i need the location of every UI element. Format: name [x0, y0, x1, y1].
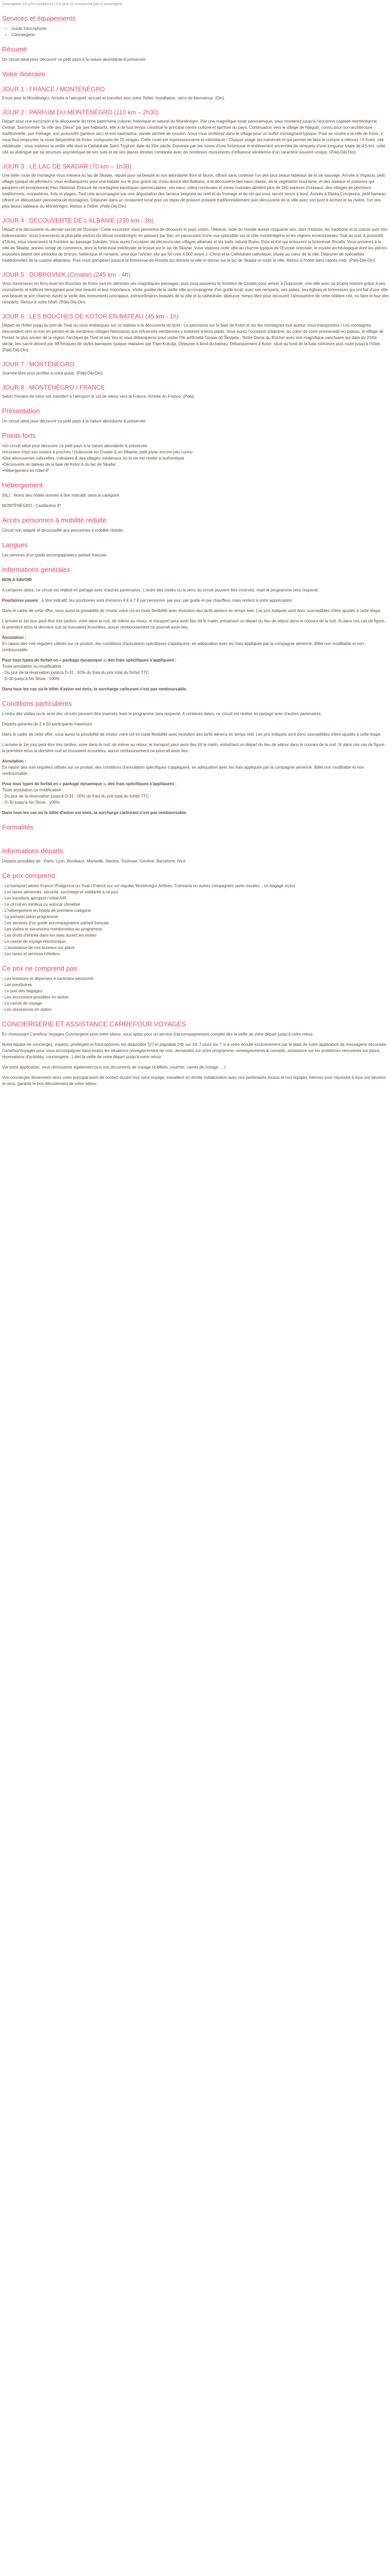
- conciergerie-title: CONCIERGERIE ET ASSISTANCE CARREFOUR VOYAGES: [2, 1020, 186, 1028]
- conciergerie-paragraph: Vos concierges deviennent alors votre principal point de contact durant tout votre voyage, travaillent en étroite collaboration avec nos partenaires locaux et nos équipes internes pour répondre à tous vos besoins et ainsi, garantir le bon déroulement de votre séjour.: [2, 1075, 386, 1086]
- infos-generales-line: - Du jour de la réservation jusqu'à D-31 : 50% du frais du prix total du forfait TTC: [2, 670, 149, 675]
- conditions-paragraph: [2, 810, 389, 816]
- day-title: JOUR 7 : MONTÉNÉGRO: [2, 361, 75, 368]
- surcharge-note: Dans tous les cas où le billet d'avion est émis, la surcharge carburant n'est pas remboursable.: [2, 810, 187, 815]
- infos-generales-paragraph: En raison des vols réguliers utilisés sur ce produit, des conditions d'annulation spécifiques s'appliquent, en adéquation avec les frais appliqués par la compagnie aérienne. Billet non modifiable et non remboursable.: [2, 641, 364, 652]
- presentation-text: Un circuit idéal pour découvrir ce petit pays à la nature abondante & préservée: [2, 419, 146, 423]
- acces-text: Circuit non adapté et déconseillé aux personnes à mobilité réduite.: [2, 528, 124, 533]
- points-forts-item: • Incursion chez ses voisins à proches ! Dubrovnik en Croatie & en Albanie, petit joyau encore peu connu: [2, 449, 389, 455]
- prix-ne-comprend-item: - Le port des bagages: [2, 989, 42, 993]
- prix-ne-comprend-list: [2, 976, 389, 1013]
- conditions-paragraph: L'ordre des visites ou le sens des circuits peuvent être inversés mais le programme sera respecté. A certaines dates, ce circuit est réalisé en partage avec d'autres partenaires.: [2, 711, 322, 716]
- conciergerie-paragraph: Via notre application, vous retrouverez également tous vos documents de voyage (e-billets, voucher, carnet de voyage, ...): [2, 1065, 225, 1070]
- infos-generales-paragraph: [2, 657, 389, 664]
- prix-comprend-item: - Le carnet de voyage électronique: [2, 939, 66, 944]
- infos-generales-paragraph: [2, 686, 389, 692]
- prix-ne-comprend-item: - Les pourboires: [2, 982, 32, 987]
- day-text: Journée libre pour profiter à votre guise. (Pdéj-Déj-Din).: [2, 371, 104, 376]
- points-forts-title: Points forts: [2, 432, 36, 439]
- breadcrumb: Description Ce prix comprend / Ce prix ne comprend pas Conciergerie: [2, 2, 123, 6]
- infos-generales-paragraph: L'arrivée le 1er jour peut être très tardive, voire dans la nuit, de même au retour, le transport peut avoir lieu tôt le matin, entraînant un départ du lieu de séjour dans le courant de la nuit. Si dans ces cas de figure, la première et/ou la dernière nuit se trouvaient écourtées, aucun remboursement ne pourrait avoir lieu.: [2, 619, 386, 630]
- hebergement-line: (NL) : Noms des hôtels donnés à titre indicatif, dans la catégorie: [2, 493, 120, 498]
- conditions-paragraph: Départs garantis de 2 à 50 participants maximum.: [2, 722, 93, 726]
- prix-comprend-item: - L'assistance de nos bureaux sur place: [2, 945, 75, 950]
- points-forts-item: • Hébergement en hôtel 4*: [2, 468, 389, 474]
- day-text: Départ pour une excursion à la découverte du riche patrimoine culturel, historique et naturel du Monténégro. Par une magnifique route panoramique, vous monterez jusqu'à l'ancienne capitale monténégrine, Cetinje. Surnommée "la ville des Dieux" par ses habitants, elle a de tout temps constitué le principal centre culturel et spirituel du pays. Continuation vers le village de Njeguši, connu pour son architecture traditionnelle, son fromage, son prosciutto (jambon sec) et son kastradina, viande séchée de mouton. Vous vous arrêterez dans le village pour un buffet montagnard typique. Pour se rendre à la ville de Kotor, il nous faut emprunter la route Serpentine de Kotor, composée de 25 virages. Cette route est impressionnante et intimidante ! Chaque virage est numéroté et qui permet de faire le compte à rebours ! A Kotor, cité médiévale ; vous visiterez la vieille ville dont la Cathédrale Saint-Tryphon date du XIIe siècle. Dominée par les ruines d'une forteresse et entièrement encerclée de remparts d'une longueur totale de 4,5 km, cette cité se distingue par sa structure asymétrique de ses rues et de ses places étroites combinée avec de nombreux monuments d'influence vénitienne d'un caractère souvent unique. (Pdéj-Déj-Din).: [2, 119, 386, 155]
- services-item: • Conciergerie: [11, 32, 389, 38]
- prix-ne-comprend-title: Ce prix ne comprend pas: [2, 964, 77, 972]
- conditions-paragraph: L'arrivée le 1er jour peut être très tardive, voire dans la nuit, de même au retour, le transport peut avoir lieu tôt le matin, entraînant un départ du lieu de séjour dans le courant de la nuit. Si dans ces cas de figure, la première et/ou la dernière nuit se trouvaient écourtées, aucun remboursement ne pourrait avoir lieu.: [2, 742, 386, 753]
- day-text: Vous traverserez en ferry-boat les Bouches de Kotor tout en admirant ses magnifiques paysages, puis vous passerez la frontière de Croatie pour arriver à Dubrovnik, une ville avec sa propre histoire grâce à ses monuments et édifices témoignant pour leur beauté et leur importance. Visite guidée de la vieille ville accompagnée d'un guide local, avec ses remparts, ses palais, ses églises et forteresses qui ont fait d'une ville une beauté et son charme. Après la visite des monuments principaux, extraordinaires beautés de la ville et la cathédrale, déjeuner, temps libre pour découvrir l'atmosphère de cette célèbre cité, ou faire le tour des remparts. Retour à votre hôtel. (Pdéj-Déj-Din).: [2, 281, 389, 304]
- services-title: Services et équipements: [2, 14, 76, 22]
- acces-title: Accès personnes à mobilité réduite: [2, 516, 107, 524]
- bon-a-savoir-label: BON A SAVOIR: [2, 578, 32, 582]
- surcharge-note: Dans tous les cas où le billet d'avion est émis, la surcharge carburant n'est pas remboursable.: [2, 687, 187, 691]
- prix-comprend-item: - Les services d'un guide accompagnateur parlant français: [2, 921, 109, 925]
- infos-generales-paragraph: [2, 598, 389, 604]
- services-list: [2, 26, 389, 38]
- conditions-title: Conditions particulières: [2, 700, 72, 707]
- prix-comprend-item: - Les taxes et services hôteliers.: [2, 952, 61, 956]
- day-title: JOUR 4 : DÉCOUVERTE DE L'ALBANIE (230 km - 3h): [2, 217, 154, 224]
- day-title: JOUR 5 : DUBROVNIK (Croatie) (245 km - 4h): [2, 271, 131, 278]
- spacer: [2, 835, 389, 840]
- conditions-paragraph: [2, 758, 389, 765]
- day-title: JOUR 1 : FRANCE / MONTÉNÉGRO: [2, 86, 105, 93]
- conditions-paragraph: [2, 781, 389, 787]
- package-label: Pour tous types de forfait en « package dynamique », des frais spécifiques s'appliquent :: [2, 782, 176, 786]
- conciergerie-paragraph: Notre équipe de concierges, experts, privilégiés et francophones est disponible 7j/7 et joignable 24h sur 24, 7 jours sur 7 si à votre écoute exclusivement par le biais de notre application de messagerie sécurisée, CarrefourVoyages pour vous accompagner dans toutes les situations (enregistrement de vols, demandes sur votre programme, renseignements & conseils, assistance sur les problèmes rencontrés sur place, réservations d'activités, conciergerie...) dès la veille de votre départ jusqu'à votre retour.: [2, 1042, 387, 1059]
- prix-ne-comprend-item: - Les excursions possibles en option: [2, 995, 69, 999]
- infos-generales-title: Informations générales: [2, 566, 71, 573]
- points-forts-list: [2, 443, 389, 474]
- resume-title: Résumé: [2, 45, 27, 53]
- day-title: JOUR 6 : LES BOUCHES DE KOTOR EN BATEAU (45 km - 1h): [2, 313, 179, 320]
- prix-comprend-list: [2, 883, 389, 957]
- prix-comprend-title: Ce prix comprend: [2, 872, 55, 879]
- prix-comprend-item: - Les taxes aériennes, sécurité, surcharge et solidarité à ce jour: [2, 890, 119, 894]
- prix-comprend-item: - L'hébergement en hôtels de première catégorie: [2, 908, 91, 913]
- infos-generales-paragraph: Dans le cadre de cette offre, vous aurez la possibilité de choisir votre vol en toute flexibilité avec évolution des tarifs aériens en temps réel. Les prix indiqués sont donc susceptibles d'être ajustés à cette étape.: [2, 608, 382, 613]
- day-text: Envol pour le Monténégro. Arrivée à l'aéroport, accueil et transfert vers votre l'hôtel. Installation, verre de bienvenue. (Din).: [2, 96, 225, 100]
- points-forts-item: • Découverte en bateau de la baie de Kotor & du lac de Skadar: [2, 462, 389, 468]
- day-text: Départ à la découverte du dernier secret de l'Europe ! Cette excursion vous permettra de découvrir le pays voisin, l'Albanie, isolé du monde durant cinquante ans, dont l'histoire, les traditions et la culture sont très intéressantes. Vous traverserez la plus jolie portion du littoral monténégrin en passant par Bar, en parcourant d'une vue splendide sur la côte monténégrine et les régions environnantes. Sud au sud, à proximité d'Ulcinj, vous traverserez la frontière au passage Sukobin. Vous aurez l'occasion de découvrir des villages albanais et les traits naturel Bojna, Drini et Kiri qui entourent la forteresse Rozafa. Vous arriverez à la ville de Skadar, ancien centre de commerce, dont la forteresse médiévale se trouve sur le lac de Skadar. Vous visiterez cette ville au charme typique de l'Europe orientale, le musée archéologique dont les pièces exposées datent des périodes de bronze, hellénique et romaine, ainsi que l'ancien site qui fut créé 4 000 avant J.-Christ et la Cathédrale catholique, située au cœur de la ville. Déjeuner de spécialités traditionnelles de la cuisine albanaise. Puis vous grimperez jusqu'à la forteresse de Rozafa qui domine la ville et donne sur le lac de Skadar et toute la ville. Retour à l'hôtel dans l'après-midi. (Pdéj-Déj-Din).: [2, 227, 388, 263]
- prix-comprend-item: - Le transport aérien France /Podgorica ou Tivat / France sur vol régulier Monténégro Airlines, Transavia ou autres compagnies (avec escale), , un bagage inclus: [2, 884, 296, 888]
- page: [0, 0, 391, 1096]
- day-text: Une belle route de montagne vous mènera au lac de Skadar, réputé pour sa beauté et son abondante flore et faune, offrant sans conteste l'un des plus beaux tableaux de la vie sauvage. Arrivée à Virpazar, petit village typique de pêcheurs, vous embarquerez pour une balade sur le plus grand lac d'eau douce des Balkans, à la découverte des eaux claires, de la végétation luxuriante, et des oiseaux et poissons qui peuplent cet exceptionnel Parc National. Entouré de montagnes karstiques spectaculaires, ses eaux, côtes rocheuses et zones humides abritent plus de 260 espèces d'oiseaux, des villages de pêcheurs traditionnels, monastères, îlots et plages. Tout cela accompagné par une dégustation des fameux beignets au miel et du fromage et de vin qui vous seront servis à bord. Arrivée à Rijeka Crnojevica, petit hameau offrant un éblouissant panorama de montagnes. Déjeuner dans un restaurant local pour un repas de poisson préparé traditionnellement puis découverte de la ville avec son pont à arches et sa rivière, l'un des plus beaux tableaux du Monténégro. Retour à l'hôtel. (Pdéj-Déj-Din).: [2, 173, 386, 209]
- itinerary-title: Votre itinéraire: [2, 70, 45, 78]
- infos-departs-text: Départs possibles de : Paris, Lyon, Bordeaux, Marseille, Nantes, Toulouse, Genève, Barcelone, Nice: [2, 859, 186, 863]
- langues-text: Les services d'un guide accompagnateur parlant français: [2, 553, 107, 557]
- infos-generales-line: Toute annulation ou modification :: [2, 664, 64, 669]
- infos-generales-line: - D-30 jusqu'à No Show : 100%: [2, 676, 60, 681]
- points-forts-item: • Des découvertes culturelles, culinaires & des villages médiévaux où la vie est restée si authentique: [2, 455, 389, 462]
- hebergement-title: Hébergement: [2, 481, 43, 489]
- day-title: JOUR 8 : MONTÉNÉGRO / FRANCE: [2, 384, 105, 391]
- hebergement-line: MONTÉNÉGRO : Castilastva 4*: [2, 503, 61, 508]
- services-item: • Guide francophone: [11, 26, 389, 32]
- day-text: Départ de l'hôtel jusqu'au port de Tivat où vous embarquez sur un bateau à la découverte du fjord : Le panorama sur le baie de Kotor et sur les montagnes tout autour, vous transportera ! Les montagnes descendent vers la mer en pentes et de nombreux villages historiques aux influences vénitiennes y éclairent à leurs pieds. Vous aurez l'occasion d'admirer, au cœur de votre promenade en bateau, le village de Perast, le plus ancien de la région, l'archipel de Tivat et ses îles et vous débarquerez pour visiter l'île artificielle Gospa od Škrpjela - Notre Dame du Rocher avec son magnifique sanctuaire qui date du XVIIe siècle, lieu sacré décoré par 68 fresques de styles baroques typique réalisées par Tripo Kokolja. Déjeuner à bord du bateau. Débarquement à Kotor, situé au fond de la baie intérieure puis route jusqu'à l'hôtel. (Pdéj-Déj-Din).: [2, 323, 384, 352]
- day-title: JOUR 2 : PARFUM DU MONTÉNÉGRO (110 km – 2h30): [2, 109, 159, 116]
- prix-comprend-item: - Les droits d'entrée dans les sites durant les visites: [2, 933, 96, 938]
- infos-generales-subtitle: [2, 577, 389, 583]
- annulation-label: Annulation :: [2, 759, 26, 764]
- infos-generales-paragraph: A certaines dates, ce circuit est réalisé en partage avec d'autres partenaires. L'ordre des visites ou le sens du circuit peuvent être inversés, mais le programme sera respecté.: [2, 588, 319, 592]
- prix-comprend-item: - La pension selon programme: [2, 914, 58, 919]
- pourboires-text: : à titre indicatif, les pourboires sont d'environ 4 € à 7 € par personne, par jour, par guide et par chauffeur, mais restent à votre appréciation.: [38, 598, 294, 603]
- resume-text: Un circuit idéal pour découvrir ce petit pays à la nature abondante & préservée: [2, 57, 146, 62]
- conditions-line: - D-30 jusqu'à No Show : 100%: [2, 800, 60, 805]
- presentation-title: Présentation: [2, 407, 40, 415]
- conditions-line: - Du jour de la réservation jusqu'à D-31 : 50% du frais du prix total du forfait TTC: [2, 794, 149, 799]
- prix-comprend-item: - Les visites et excursions mentionnées au programme: [2, 927, 102, 931]
- pourboires-label: Pourboires usuels: [2, 598, 38, 603]
- prix-comprend-item: - Les transferts aéroport / hôtel A/R: [2, 896, 67, 901]
- prix-comprend-item: - Le circuit en minibus ou autocar climatisé: [2, 902, 80, 907]
- conditions-paragraph: En raison des vols réguliers utilisés sur ce produit, des conditions d'annulation spécifiques s'appliquent, en adéquation avec les frais appliqués par la compagnie aérienne. Billet non modifiable et non remboursable.: [2, 765, 364, 776]
- infos-generales-paragraph: [2, 635, 389, 641]
- day-text: Selon l'horaire de votre vol, transfert à l'aéroport et vol de retour vers la France. Arrivée en France. (Pdéj).: [2, 394, 196, 399]
- infos-departs-title: Informations départs: [2, 847, 63, 855]
- annulation-label: Annulation :: [2, 635, 26, 640]
- langues-title: Langues: [2, 541, 28, 549]
- prix-ne-comprend-item: - Les boissons et dépenses à caractère personnel: [2, 976, 93, 981]
- prix-ne-comprend-item: - Les assurances en option: [2, 1007, 52, 1012]
- package-label: Pour tous types de forfait en « package dynamique », des frais spécifiques s'appliquent :: [2, 658, 176, 663]
- conciergerie-paragraph: En choisissant Carrefour Voyages Conciergerie pour votre séjour, vous optez pour un service d'accompagnement complet dès la veille de votre départ jusqu'à votre retour.: [2, 1032, 314, 1037]
- conditions-line: Toute annulation ou modification :: [2, 788, 64, 792]
- formalites-title: Formalités: [2, 823, 34, 831]
- prix-ne-comprend-item: - Le carnet de voyage: [2, 1001, 42, 1006]
- points-forts-item: • Un circuit idéal pour découvrir ce petit pays à la nature abondante & préservée: [2, 443, 389, 449]
- day-title: JOUR 3 : LE LAC DE SKADAR (70 km – 1h30): [2, 163, 132, 170]
- conditions-paragraph: Dans le cadre de cette offre, vous aurez la possibilité de choisir votre vol en toute flexibilité avec évolution des tarifs aériens en temps réel. Les prix indiqués sont donc susceptibles d'être ajustés à cette étape.: [2, 732, 382, 737]
